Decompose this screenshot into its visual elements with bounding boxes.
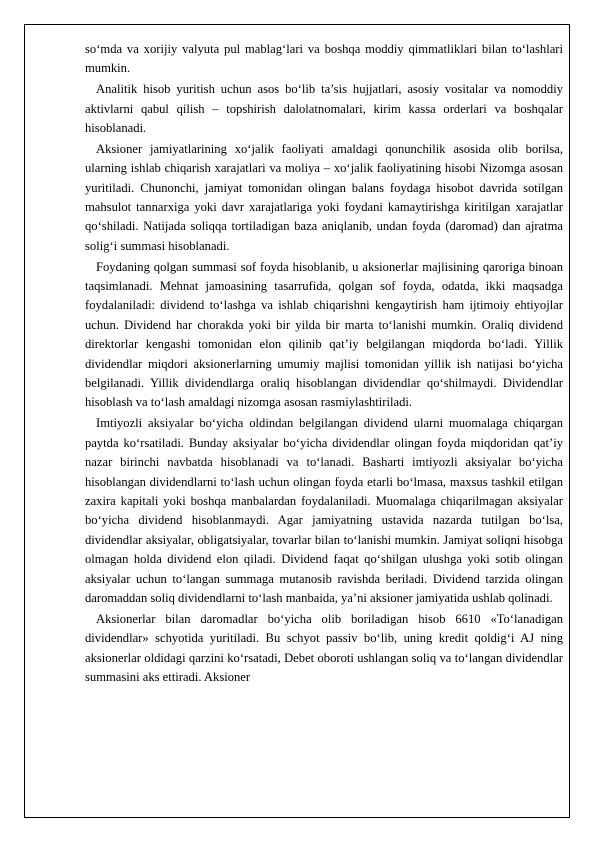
paragraph-5: Imtiyozli aksiyalar bo‘yicha oldindan belgilangan dividend ularni muomalaga chiqargan paytda ko‘rsatiladi. Bunday aksiyalar bo‘yicha dividendlar olingan foyda miqdoridan qat’iy nazar birinchi navbatda hisoblanadi va to‘lanadi. Basharti imtiyozli aksiyalar bo‘yicha hisoblangan dividendlarni to‘lash uchun olingan foyda etarli bo‘lmasa, maxsus tashkil etilgan zaxira kapitali yoki boshqa manbalardan foydalaniladi. Muomalaga chiqarilmagan aksiyalar bo‘yicha dividend hisoblanmaydi. Agar jamiyatning ustavida nazarda tutilgan bo‘lsa, dividendlar aksiyalar, obligatsiyalar, tovarlar bilan to‘lanishi mumkin. Jamiyat soliqni hisobga olmagan holda dividend elon qiladi. Dividend faqat qo‘shilgan ulushga yoki sotib olingan aksiyalar uchun to‘langan summaga mutanosib ravishda beriladi. Dividend tarzida olingan daromaddan soliq dividendlarni to‘lash manbaida, ya’ni aksioner jamiyatida ushlab qolinadi. (85, 416, 563, 605)
document-body (85, 40, 563, 687)
paragraph-4: Foydaning qolgan summasi sof foyda hisoblanib, u aksionerlar majlisining qaroriga binoan taqsimlanadi. Mehnat jamoasining tasarrufida, qolgan sof foyda, odatda, ikki maqsadga foydalaniladi: dividend to‘lashga va ishlab chiqarishni kengaytirish ham ijtimoiy ehtiyojlar uchun. Dividend har chorakda yoki bir yilda bir marta to‘lanishi mumkin. Oraliq dividend direktorlar kengashi tomonidan elon qilinib qat’iy belgilangan miqdorda bo‘ladi. Yillik dividendlar miqdori aksionerlarning umumiy majlisi tomonidan yillik ish natijasi bo‘yicha belgilanadi. Yillik dividendlarga oraliq hisoblangan dividendlar qo‘shilmaydi. Dividendlar hisoblash va to‘lash amaldagi nizomga asosan rasmiylashtiriladi. (85, 259, 563, 410)
paragraph-3: Aksioner jamiyatlarining xo‘jalik faoliyati amaldagi qonunchilik asosida olib borilsa, ularning ishlab chiqarish xarajatlari va moliya – xo‘jalik faoliyatining hisobi Nizomga asosan yuritiladi. Chunonchi, jamiyat tomonidan olingan balans foydaga hisobot davrida sotilgan mahsulot tannarxiga yoki davr xarajatlariga yoki foydani kamaytirishga kiritilgan xarajatlar qo‘shiladi. Natijada soliqqa tortiladigan baza aniqlanib, undan foyda (daromad) dan ajratma solig‘i summasi hisoblanadi. (85, 141, 563, 253)
paragraph-1: so‘mda va xorijiy valyuta pul mablag‘lari va boshqa moddiy qimmatliklari bilan to‘lashlari mumkin. (85, 42, 563, 76)
paragraph-2: Analitik hisob yuritish uchun asos bo‘lib ta’sis hujjatlari, asosiy vositalar va nomoddiy aktivlarni qabul qilish – topshirish dalolatnomalari, kirim kassa orderlari va boshqalar hisoblanadi. (85, 82, 563, 136)
paragraph-6: Aksionerlar bilan daromadlar bo‘yicha olib boriladigan hisob 6610 «To‘lanadigan dividendlar» schyotida yuritiladi. Bu schyot passiv bo‘lib, uning kredit qoldig‘i AJ ning aksionerlar oldidagi qarzini ko‘rsatadi, Debet oboroti ushlangan soliq va to‘langan dividendlar summasini aks ettiradi. Aksioner (85, 611, 563, 684)
